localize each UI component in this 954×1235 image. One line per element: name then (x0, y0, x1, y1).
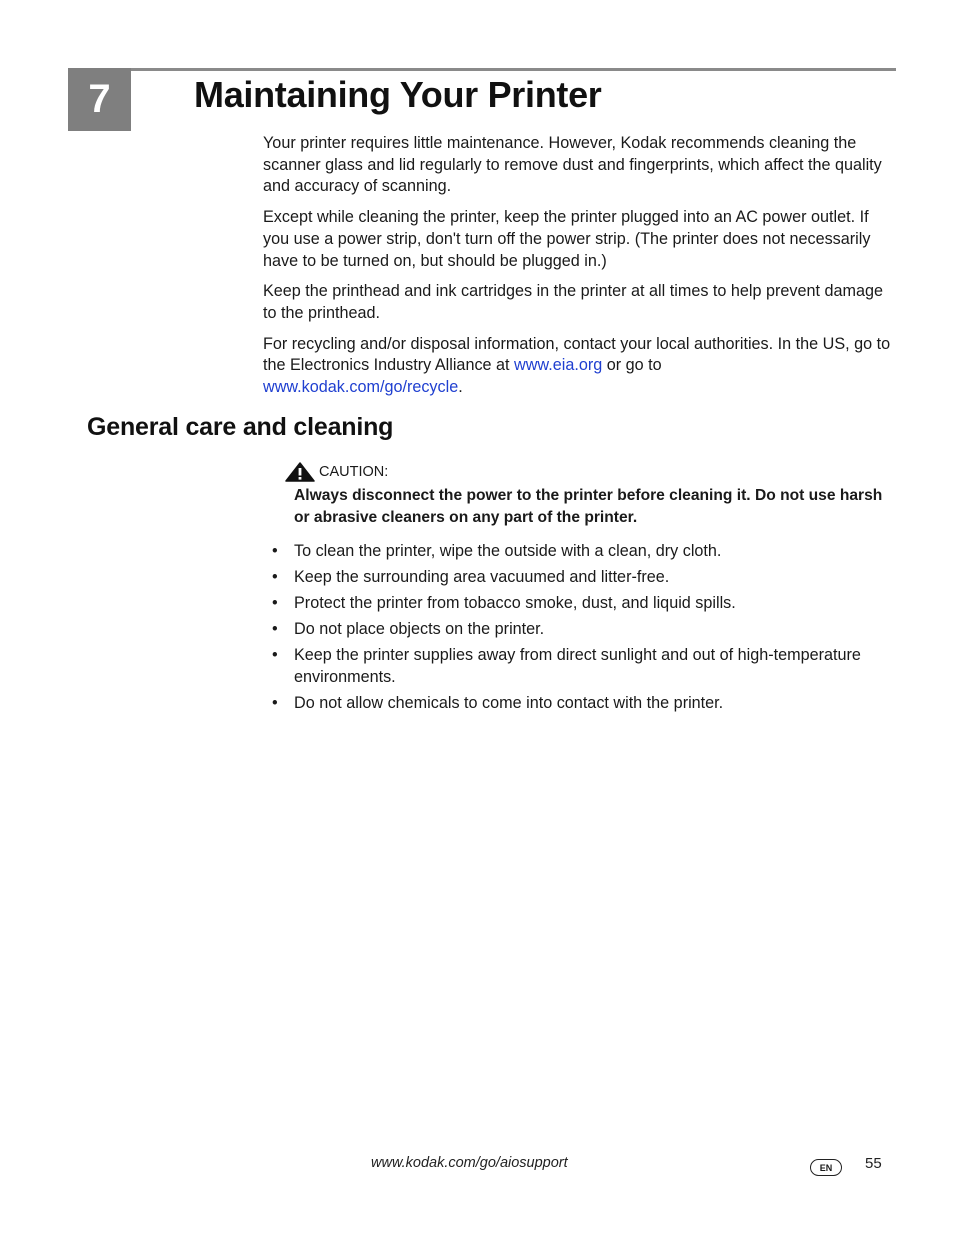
list-item: • Keep the surrounding area vacuumed and litter-free. (272, 567, 896, 589)
warning-triangle-icon (285, 462, 315, 482)
list-item: • Do not place objects on the printer. (272, 619, 896, 641)
chapter-number: 7 (88, 77, 111, 121)
bullet-icon: • (272, 694, 278, 713)
header-rule (68, 68, 896, 71)
list-item: • To clean the printer, wipe the outside with a clean, dry cloth. (272, 541, 896, 563)
intro-paragraph-3: Keep the printhead and ink cartridges in the printer at all times to help prevent damage to the printhead. (263, 282, 883, 322)
list-item: • Protect the printer from tobacco smoke, dust, and liquid spills. (272, 593, 896, 615)
recycling-text: For recycling and/or disposal information, contact your local authorities. In the US, go to the Electronics Industry Alliance at (263, 334, 891, 375)
chapter-title: Maintaining Your Printer (194, 74, 602, 115)
caution-label: CAUTION: (319, 464, 389, 480)
page-number: 55 (865, 1155, 882, 1172)
bullet-icon: • (272, 542, 278, 560)
footer-url: www.kodak.com/go/aiosupport (371, 1155, 568, 1171)
list-item: • Do not allow chemicals to come into contact with the printer. (272, 693, 896, 715)
bullet-icon: • (272, 568, 278, 587)
language-badge: EN (810, 1159, 842, 1176)
bullet-icon: • (272, 620, 278, 639)
caution-header (285, 462, 895, 482)
intro-section (263, 133, 895, 408)
bullet-icon: • (272, 646, 278, 665)
recycling-text-middle: or go to (602, 356, 662, 375)
section-title: General care and cleaning (87, 413, 394, 441)
intro-paragraph-2: Except while cleaning the printer, keep the printer plugged into an AC power outlet. If you use a power strip, don't turn off the power strip. (The printer does not necessarily have to be turned on, but should be plugged in.) (263, 208, 871, 270)
eia-link[interactable]: www.eia.org (514, 356, 603, 375)
caution-box (285, 462, 895, 528)
chapter-number-box (68, 68, 131, 131)
intro-paragraph-1: Your printer requires little maintenance. However, Kodak recommends cleaning the scanner glass and lid regularly to remove dust and fingerprints, which affect the quality and accuracy of scanning. (263, 134, 882, 196)
bullet-icon: • (272, 594, 278, 613)
caution-text: Always disconnect the power to the printer before cleaning it. Do not use harsh or abrasive cleaners on any part of the printer. (294, 487, 883, 526)
list-item: • Keep the printer supplies away from direct sunlight and out of high-temperature environments. (272, 646, 861, 687)
intro-paragraph-4 (263, 334, 895, 399)
care-bullet-list (272, 541, 896, 719)
kodak-recycle-link[interactable]: www.kodak.com/go/recycle (263, 378, 459, 397)
recycling-text-end: . (458, 378, 463, 397)
